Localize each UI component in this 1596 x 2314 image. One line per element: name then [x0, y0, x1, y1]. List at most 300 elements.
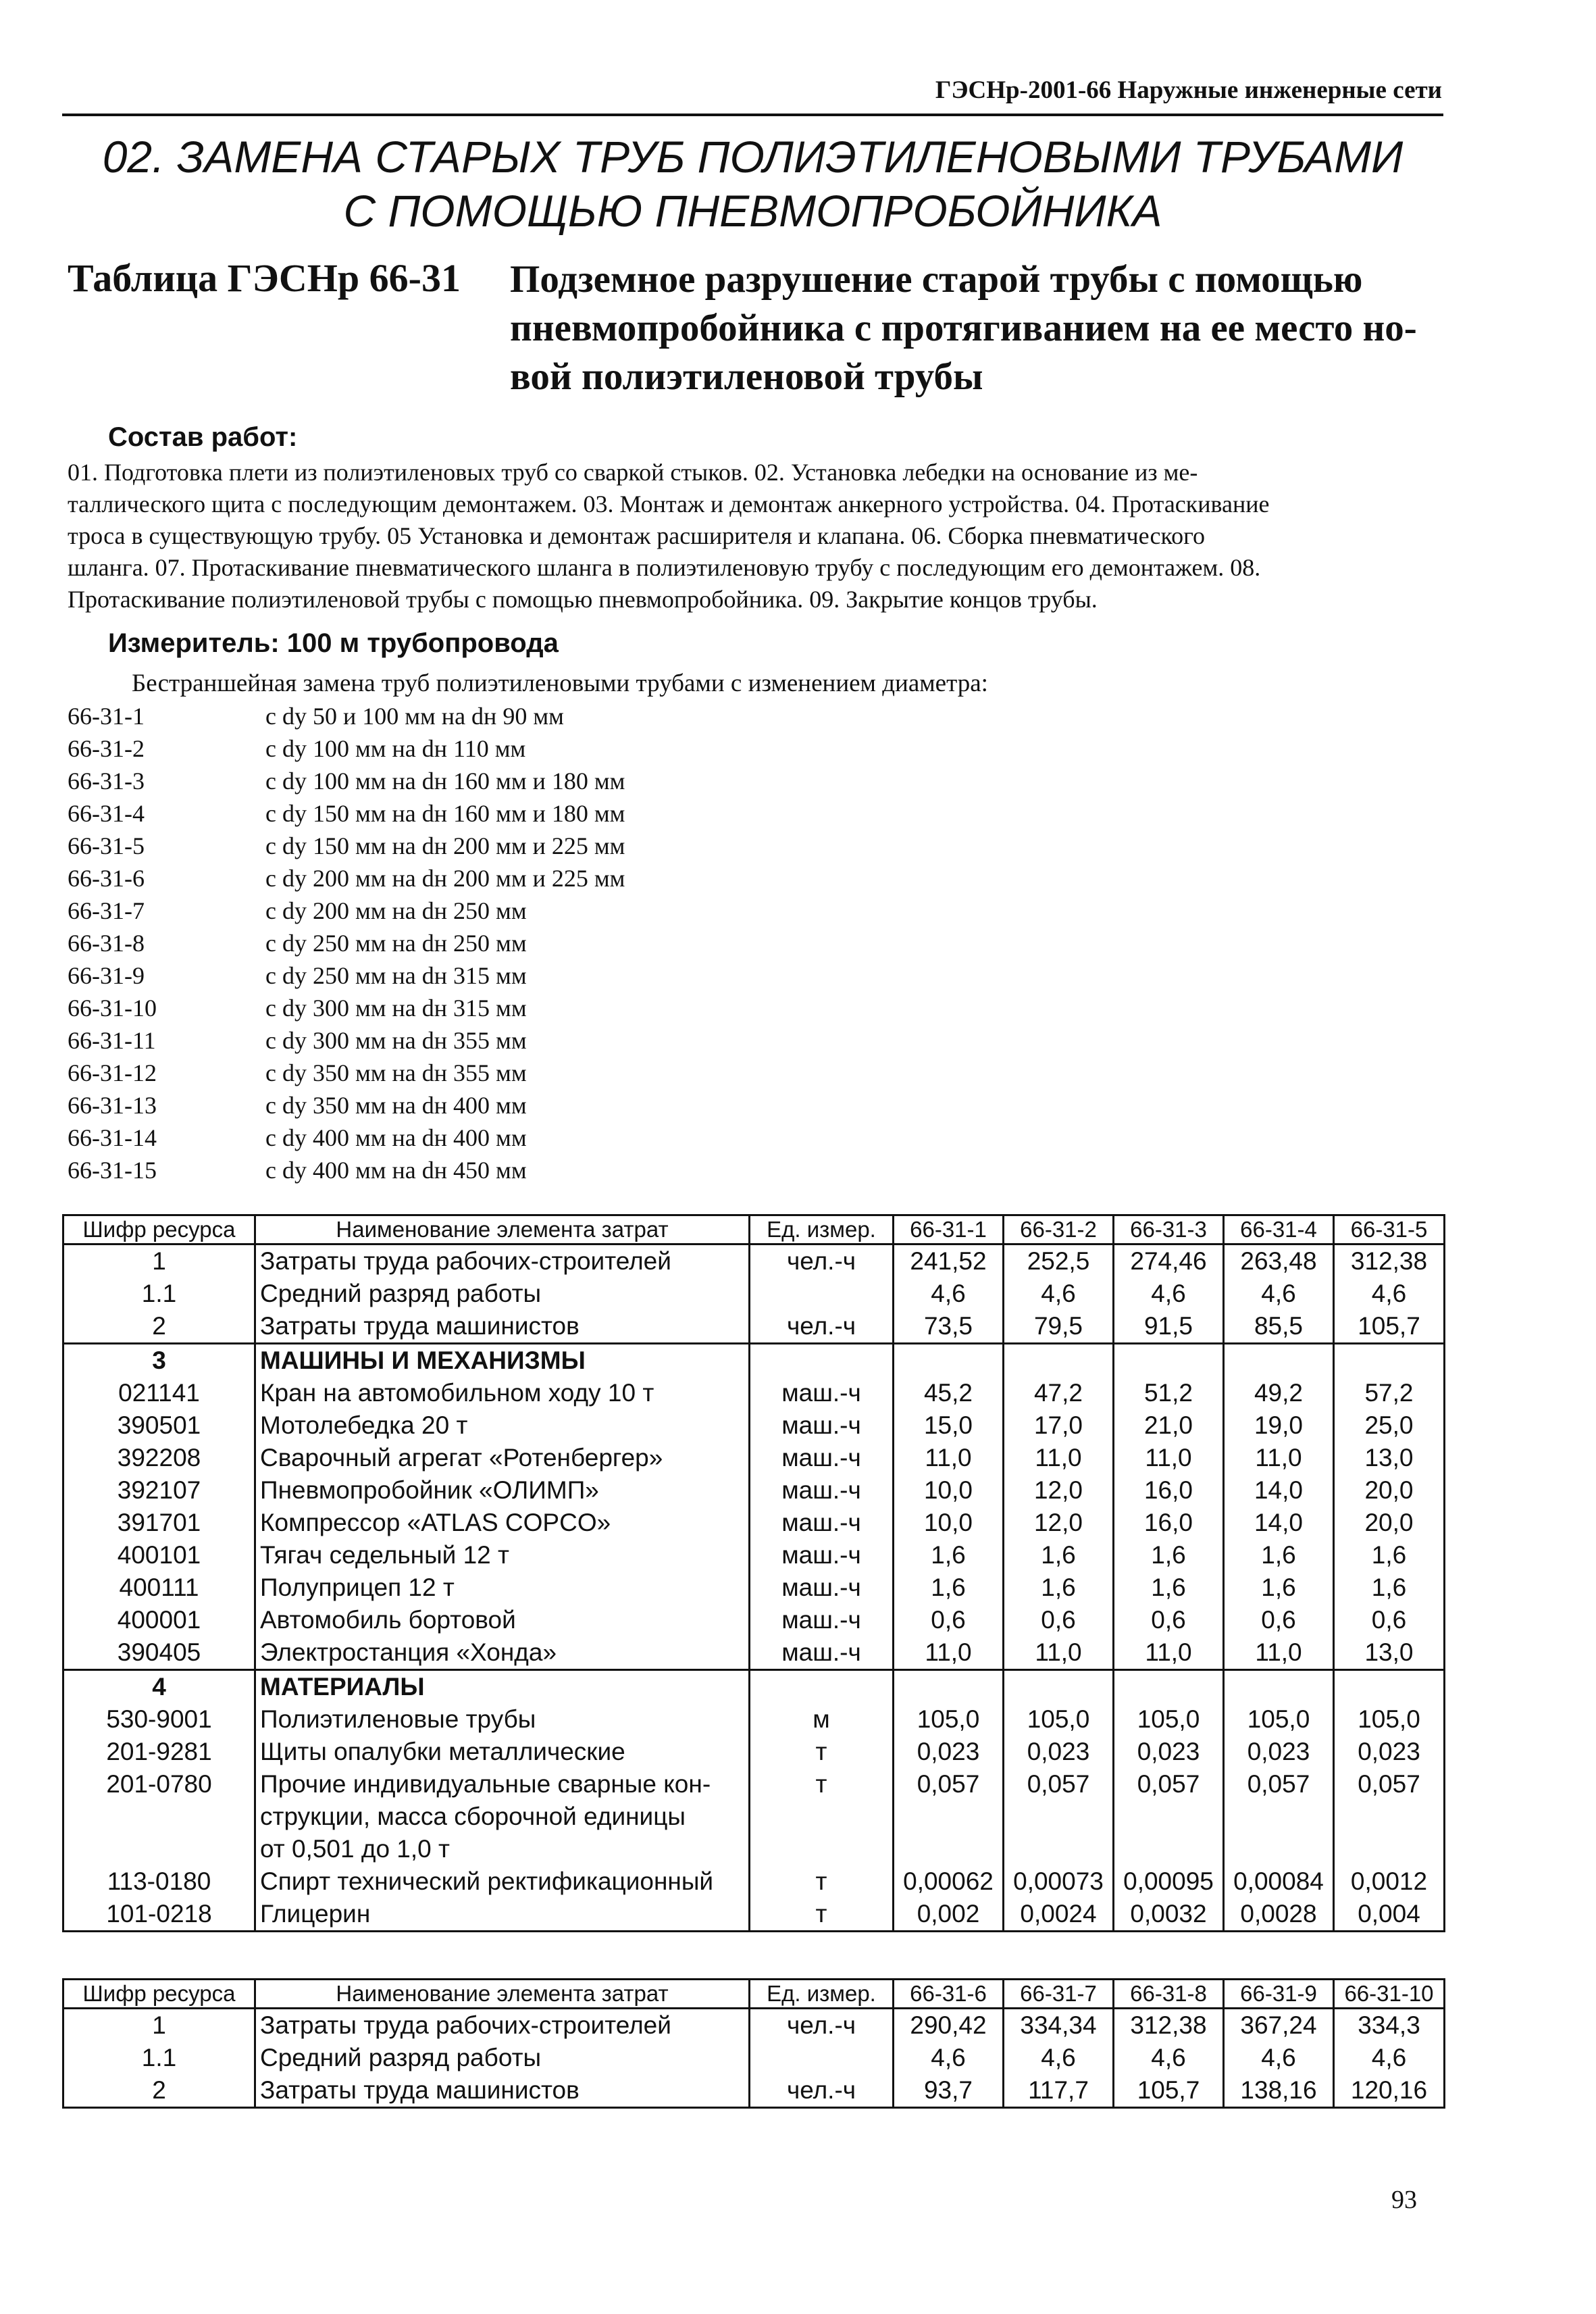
resource-value: 20,0: [1334, 1474, 1445, 1507]
code-list-description: с dy 300 мм на dн 315 мм: [265, 995, 527, 1022]
resource-unit: чел.-ч: [750, 2074, 894, 2108]
resource-value: 11,0: [894, 1636, 1004, 1670]
resource-code: 390405: [63, 1636, 255, 1670]
resource-value: 0,00084: [1224, 1865, 1334, 1898]
section-title-line: 02. ЗАМЕНА СТАРЫХ ТРУБ ПОЛИЭТИЛЕНОВЫМИ ТРУБАМИ: [102, 132, 1404, 182]
resource-unit: маш.-ч: [750, 1409, 894, 1442]
section-title-line: С ПОМОЩЬЮ ПНЕВМОПРОБОЙНИКА: [343, 186, 1162, 236]
table-header-cell: Шифр ресурса: [63, 1980, 255, 2009]
resource-value: 138,16: [1224, 2074, 1334, 2108]
resource-value: 263,48: [1224, 1244, 1334, 1278]
resource-value: 1,6: [1004, 1539, 1114, 1571]
resource-value: 1,6: [1334, 1571, 1445, 1604]
table-header-cell: 66-31-10: [1334, 1980, 1445, 2009]
resource-name: [255, 1278, 750, 1310]
resource-name-line: Компрессор «ATLAS COPCO»: [260, 1509, 611, 1536]
resource-name: [255, 1736, 750, 1768]
resource-value: 0,00073: [1004, 1865, 1114, 1898]
resource-value: 4,6: [894, 2042, 1004, 2074]
code-list-item: [68, 1122, 625, 1154]
code-list-item: [68, 765, 625, 797]
resource-code: 101-0218: [63, 1898, 255, 1932]
works-text: [68, 457, 1442, 615]
resource-name: [255, 1539, 750, 1571]
resource-name-line: Спирт технический ректификационный: [260, 1867, 714, 1895]
resource-value: 252,5: [1004, 1244, 1114, 1278]
table-caption: [510, 255, 1442, 401]
table-section-row: [63, 1344, 1445, 1378]
table-row: [63, 1768, 1445, 1865]
resource-unit: т: [750, 1865, 894, 1898]
resource-code: 400001: [63, 1604, 255, 1636]
works-text-line: Протаскивание полиэтиленовой трубы с помощью пневмопробойника. 09. Закрытие концов трубы.: [68, 586, 1098, 613]
resource-code: 390501: [63, 1409, 255, 1442]
resource-value: 120,16: [1334, 2074, 1445, 2108]
table-row: [63, 1736, 1445, 1768]
table-row: [63, 2009, 1445, 2042]
resource-value: 16,0: [1114, 1474, 1224, 1507]
resource-code: 392208: [63, 1442, 255, 1474]
page-number: 93: [1391, 2186, 1417, 2214]
table-row: [63, 1865, 1445, 1898]
code-list-description: с dy 150 мм на dн 160 мм и 180 мм: [265, 800, 625, 827]
resource-code: 4: [63, 1670, 255, 1704]
resource-value: 21,0: [1114, 1409, 1224, 1442]
resource-value: 0,023: [1224, 1736, 1334, 1768]
resource-value: 79,5: [1004, 1310, 1114, 1344]
resource-value: 11,0: [1224, 1442, 1334, 1474]
resource-name-line: Щиты опалубки металлические: [260, 1738, 625, 1765]
code-list-description: с dy 400 мм на dн 400 мм: [265, 1124, 527, 1151]
code-list-description: с dy 50 и 100 мм на dн 90 мм: [265, 703, 564, 730]
resource-value: [894, 1344, 1004, 1378]
resource-value: 0,0032: [1114, 1898, 1224, 1932]
resource-value: 57,2: [1334, 1377, 1445, 1409]
resource-value: 11,0: [1004, 1636, 1114, 1670]
resource-value: 14,0: [1224, 1474, 1334, 1507]
table-header-cell: 66-31-4: [1224, 1215, 1334, 1244]
code-list-item: [68, 700, 625, 732]
resource-unit: маш.-ч: [750, 1377, 894, 1409]
code-list-code: 66-31-12: [68, 1059, 157, 1086]
resource-value: 4,6: [1114, 1278, 1224, 1310]
resource-unit: [750, 2042, 894, 2074]
table-row: [63, 1474, 1445, 1507]
code-list-code: 66-31-7: [68, 897, 145, 924]
works-text-line: троса в существующую трубу. 05 Установка и демонтаж расширителя и клапана. 06. Сборка пневматического: [68, 522, 1206, 549]
table-row: [63, 1898, 1445, 1932]
resource-value: 12,0: [1004, 1474, 1114, 1507]
resource-value: 11,0: [1114, 1442, 1224, 1474]
resource-unit: т: [750, 1736, 894, 1768]
resource-name-line: Тягач седельный 12 т: [260, 1541, 509, 1569]
section-title: [62, 130, 1443, 238]
resource-value: 0,057: [894, 1768, 1004, 1865]
resource-value: 13,0: [1334, 1442, 1445, 1474]
code-list-description: с dy 150 мм на dн 200 мм и 225 мм: [265, 832, 625, 859]
code-list-item: [68, 1154, 625, 1186]
table-row: [63, 1507, 1445, 1539]
table-label: Таблица ГЭСНр 66-31: [68, 256, 461, 300]
resource-name-line: Затраты труда рабочих-строителей: [260, 2011, 671, 2039]
resource-name: [255, 1310, 750, 1344]
resource-name-line: Электростанция «Хонда»: [260, 1638, 557, 1666]
code-list-description: с dy 100 мм на dн 110 мм: [265, 735, 526, 762]
resource-value: 19,0: [1224, 1409, 1334, 1442]
resource-unit: маш.-ч: [750, 1571, 894, 1604]
resource-code: 1.1: [63, 2042, 255, 2074]
resource-value: 10,0: [894, 1507, 1004, 1539]
resource-value: 11,0: [1004, 1442, 1114, 1474]
resource-value: 105,0: [1004, 1703, 1114, 1736]
resource-value: 11,0: [1114, 1636, 1224, 1670]
works-text-line: таллического щита с последующим демонтажем. 03. Монтаж и демонтаж анкерного устройства. 04. Протаскивание: [68, 491, 1270, 518]
resource-value: [1334, 1344, 1445, 1378]
resource-name-line: Мотолебедка 20 т: [260, 1411, 468, 1439]
resource-name-line: Затраты труда машинистов: [260, 2076, 580, 2104]
resource-unit: т: [750, 1768, 894, 1865]
resource-name-line: струкции, масса сборочной единицы: [260, 1803, 686, 1830]
table-header-cell: Шифр ресурса: [63, 1215, 255, 1244]
resource-value: 11,0: [894, 1442, 1004, 1474]
resource-value: 20,0: [1334, 1507, 1445, 1539]
resource-name-line: Автомобиль бортовой: [260, 1606, 516, 1634]
resource-unit: [750, 1278, 894, 1310]
resource-name: [255, 1768, 750, 1865]
resource-value: 1,6: [1114, 1571, 1224, 1604]
resource-unit: м: [750, 1703, 894, 1736]
resource-value: [1004, 1344, 1114, 1378]
resource-name-line: Затраты труда машинистов: [260, 1312, 580, 1340]
resource-unit: [750, 1344, 894, 1378]
resource-name: [255, 1474, 750, 1507]
table-header-row: [63, 1980, 1445, 2009]
resource-value: 0,0012: [1334, 1865, 1445, 1898]
code-list-description: с dy 350 мм на dн 400 мм: [265, 1092, 527, 1119]
table-row: [63, 1636, 1445, 1670]
header-rule: [62, 114, 1443, 116]
resource-value: 0,057: [1224, 1768, 1334, 1865]
resource-code: 1.1: [63, 1278, 255, 1310]
resource-unit: маш.-ч: [750, 1636, 894, 1670]
resource-value: 1,6: [894, 1571, 1004, 1604]
resource-value: [1114, 1344, 1224, 1378]
resource-value: 0,6: [894, 1604, 1004, 1636]
resource-unit: маш.-ч: [750, 1604, 894, 1636]
resource-value: 4,6: [1004, 1278, 1114, 1310]
resource-value: 105,0: [1334, 1703, 1445, 1736]
resource-name: [255, 1865, 750, 1898]
resource-value: 0,6: [1224, 1604, 1334, 1636]
table-row: [63, 2074, 1445, 2108]
table-section-row: [63, 1670, 1445, 1704]
code-list-description: с dy 200 мм на dн 250 мм: [265, 897, 527, 924]
resource-value: 0,00095: [1114, 1865, 1224, 1898]
resource-name-line: Прочие индивидуальные сварные кон-: [260, 1770, 711, 1798]
code-list-description: с dy 350 мм на dн 355 мм: [265, 1059, 527, 1086]
resource-unit: чел.-ч: [750, 1310, 894, 1344]
resource-unit: маш.-ч: [750, 1442, 894, 1474]
code-list-code: 66-31-9: [68, 962, 145, 989]
table-row: [63, 1539, 1445, 1571]
code-list-code: 66-31-4: [68, 800, 145, 827]
resource-code: 400111: [63, 1571, 255, 1604]
code-list-code: 66-31-14: [68, 1124, 157, 1151]
resource-name-line: Пневмопробойник «ОЛИМП»: [260, 1476, 599, 1504]
resource-value: 105,7: [1334, 1310, 1445, 1344]
resource-name: [255, 1507, 750, 1539]
code-list-description: с dy 200 мм на dн 200 мм и 225 мм: [265, 865, 625, 892]
resource-code: 2: [63, 1310, 255, 1344]
works-text-line: 01. Подготовка плети из полиэтиленовых труб со сваркой стыков. 02. Установка лебедки на основание из ме-: [68, 459, 1198, 486]
resource-value: 1,6: [1224, 1571, 1334, 1604]
resource-name-line: Средний разряд работы: [260, 1280, 542, 1307]
table-header-cell: 66-31-9: [1224, 1980, 1334, 2009]
resource-value: 1,6: [1224, 1539, 1334, 1571]
resource-name-line: МАТЕРИАЛЫ: [260, 1673, 425, 1701]
resource-value: [1004, 1670, 1114, 1704]
resource-value: 274,46: [1114, 1244, 1224, 1278]
resource-value: [1334, 1670, 1445, 1704]
code-list-item: [68, 992, 625, 1024]
resource-table-2: [62, 1978, 1445, 2109]
resource-name: [255, 2042, 750, 2074]
resource-value: 312,38: [1114, 2009, 1224, 2042]
resource-name: [255, 1571, 750, 1604]
resource-unit: чел.-ч: [750, 1244, 894, 1278]
table-header-cell: Наименование элемента затрат: [255, 1215, 750, 1244]
resource-value: 0,6: [1114, 1604, 1224, 1636]
resource-name-line: Кран на автомобильном ходу 10 т: [260, 1379, 654, 1407]
resource-value: 290,42: [894, 2009, 1004, 2042]
resource-value: 0,6: [1334, 1604, 1445, 1636]
resource-value: 1,6: [894, 1539, 1004, 1571]
resource-value: 49,2: [1224, 1377, 1334, 1409]
code-list-item: [68, 1089, 625, 1122]
resource-value: 334,3: [1334, 2009, 1445, 2042]
code-list-code: 66-31-8: [68, 930, 145, 957]
resource-name: [255, 1670, 750, 1704]
code-list-code: 66-31-6: [68, 865, 145, 892]
resource-code: 201-9281: [63, 1736, 255, 1768]
code-list-item: [68, 862, 625, 895]
resource-value: [1224, 1344, 1334, 1378]
resource-value: 4,6: [894, 1278, 1004, 1310]
resource-name-line: от 0,501 до 1,0 т: [260, 1835, 450, 1863]
works-text-line: шланга. 07. Протаскивание пневматического шланга в полиэтиленовую трубу с последующим его демонтажем. 08.: [68, 554, 1261, 581]
resource-value: 85,5: [1224, 1310, 1334, 1344]
meter-heading: Измеритель: 100 м трубопровода: [108, 628, 559, 658]
table-header-cell: 66-31-1: [894, 1215, 1004, 1244]
table-row: [63, 1278, 1445, 1310]
code-list-code: 66-31-5: [68, 832, 145, 859]
resource-name: [255, 1442, 750, 1474]
resource-code: 392107: [63, 1474, 255, 1507]
table-header-cell: 66-31-6: [894, 1980, 1004, 2009]
table-header-row: [63, 1215, 1445, 1244]
resource-value: 0,0024: [1004, 1898, 1114, 1932]
resource-name-line: Полиэтиленовые трубы: [260, 1705, 536, 1733]
resource-name: [255, 1898, 750, 1932]
table-header-cell: 66-31-3: [1114, 1215, 1224, 1244]
code-list-code: 66-31-10: [68, 995, 157, 1022]
resource-code: 391701: [63, 1507, 255, 1539]
resource-code: 1: [63, 2009, 255, 2042]
resource-value: [1224, 1670, 1334, 1704]
code-list-item: [68, 797, 625, 830]
table-header-cell: Ед. измер.: [750, 1980, 894, 2009]
code-list-item: [68, 895, 625, 927]
table-caption-line: Подземное разрушение старой трубы с помощью: [510, 258, 1363, 301]
resource-code: 1: [63, 1244, 255, 1278]
table-header-cell: Наименование элемента затрат: [255, 1980, 750, 2009]
resource-value: 4,6: [1004, 2042, 1114, 2074]
resource-unit: маш.-ч: [750, 1507, 894, 1539]
code-list-code: 66-31-1: [68, 703, 145, 730]
resource-name-line: Полуприцеп 12 т: [260, 1574, 455, 1601]
resource-value: 0,057: [1114, 1768, 1224, 1865]
code-list-code: 66-31-2: [68, 735, 145, 762]
resource-value: 14,0: [1224, 1507, 1334, 1539]
resource-name: [255, 1636, 750, 1670]
table-header-cell: 66-31-7: [1004, 1980, 1114, 2009]
resource-name: [255, 1409, 750, 1442]
resource-name-line: МАШИНЫ И МЕХАНИЗМЫ: [260, 1347, 586, 1374]
resource-value: 12,0: [1004, 1507, 1114, 1539]
resource-value: 17,0: [1004, 1409, 1114, 1442]
resource-value: 0,023: [1334, 1736, 1445, 1768]
code-list-item: [68, 1024, 625, 1057]
table-row: [63, 1409, 1445, 1442]
resource-value: 0,023: [1004, 1736, 1114, 1768]
code-list-code: 66-31-13: [68, 1092, 157, 1119]
code-list-code: 66-31-3: [68, 768, 145, 795]
table-caption-line: пневмопробойника с протягиванием на ее место но-: [510, 307, 1417, 349]
resource-name: [255, 1344, 750, 1378]
resource-value: 105,0: [1114, 1703, 1224, 1736]
code-list-code: 66-31-11: [68, 1027, 156, 1054]
table-header-cell: 66-31-5: [1334, 1215, 1445, 1244]
code-list-item: [68, 830, 625, 862]
resource-value: [894, 1670, 1004, 1704]
resource-value: 91,5: [1114, 1310, 1224, 1344]
table-row: [63, 1377, 1445, 1409]
resource-name: [255, 1377, 750, 1409]
resource-value: 25,0: [1334, 1409, 1445, 1442]
resource-value: 4,6: [1224, 1278, 1334, 1310]
resource-value: 117,7: [1004, 2074, 1114, 2108]
table-row: [63, 1571, 1445, 1604]
resource-unit: чел.-ч: [750, 2009, 894, 2042]
resource-value: 1,6: [1114, 1539, 1224, 1571]
table-header-cell: Ед. измер.: [750, 1215, 894, 1244]
resource-value: 105,0: [1224, 1703, 1334, 1736]
resource-name: [255, 1703, 750, 1736]
resource-value: 47,2: [1004, 1377, 1114, 1409]
resource-value: 105,0: [894, 1703, 1004, 1736]
resource-unit: [750, 1670, 894, 1704]
resource-value: 0,6: [1004, 1604, 1114, 1636]
code-list-item: [68, 927, 625, 959]
resource-value: 4,6: [1114, 2042, 1224, 2074]
resource-value: 0,002: [894, 1898, 1004, 1932]
resource-code: 530-9001: [63, 1703, 255, 1736]
resource-name-line: Затраты труда рабочих-строителей: [260, 1247, 671, 1275]
resource-value: 0,00062: [894, 1865, 1004, 1898]
code-list-description: с dy 400 мм на dн 450 мм: [265, 1157, 527, 1184]
resource-value: 1,6: [1334, 1539, 1445, 1571]
resource-value: 0,023: [894, 1736, 1004, 1768]
codes-list: [68, 700, 625, 1186]
works-heading: Состав работ:: [108, 422, 298, 452]
resource-name-line: Сварочный агрегат «Ротенбергер»: [260, 1444, 663, 1472]
resource-value: 11,0: [1224, 1636, 1334, 1670]
code-list-description: с dy 250 мм на dн 315 мм: [265, 962, 527, 989]
resource-unit: маш.-ч: [750, 1474, 894, 1507]
resource-value: 334,34: [1004, 2009, 1114, 2042]
resource-name: [255, 2074, 750, 2108]
table-header-cell: 66-31-8: [1114, 1980, 1224, 2009]
table-row: [63, 2042, 1445, 2074]
code-list-code: 66-31-15: [68, 1157, 157, 1184]
resource-unit: т: [750, 1898, 894, 1932]
code-list-item: [68, 959, 625, 992]
resource-value: 45,2: [894, 1377, 1004, 1409]
resource-name: [255, 1244, 750, 1278]
table-row: [63, 1244, 1445, 1278]
resource-value: 367,24: [1224, 2009, 1334, 2042]
resource-value: 16,0: [1114, 1507, 1224, 1539]
resource-value: 0,023: [1114, 1736, 1224, 1768]
resource-value: 105,7: [1114, 2074, 1224, 2108]
table-row: [63, 1703, 1445, 1736]
resource-code: 2: [63, 2074, 255, 2108]
resource-name: [255, 1604, 750, 1636]
resource-value: 13,0: [1334, 1636, 1445, 1670]
resource-value: 0,004: [1334, 1898, 1445, 1932]
resource-value: 73,5: [894, 1310, 1004, 1344]
resource-value: 312,38: [1334, 1244, 1445, 1278]
codes-intro: Бестраншейная замена труб полиэтиленовыми трубами с изменением диаметра:: [132, 670, 988, 697]
resource-value: 10,0: [894, 1474, 1004, 1507]
table-row: [63, 1442, 1445, 1474]
code-list-description: с dy 250 мм на dн 250 мм: [265, 930, 527, 957]
resource-value: 4,6: [1334, 2042, 1445, 2074]
resource-code: 021141: [63, 1377, 255, 1409]
code-list-description: с dy 300 мм на dн 355 мм: [265, 1027, 527, 1054]
resource-value: 0,057: [1004, 1768, 1114, 1865]
table-row: [63, 1310, 1445, 1344]
resource-code: 113-0180: [63, 1865, 255, 1898]
table-header-cell: 66-31-2: [1004, 1215, 1114, 1244]
resource-name-line: Глицерин: [260, 1900, 371, 1928]
resource-value: 93,7: [894, 2074, 1004, 2108]
resource-value: 241,52: [894, 1244, 1004, 1278]
resource-value: 0,057: [1334, 1768, 1445, 1865]
table-caption-line: вой полиэтиленовой трубы: [510, 355, 983, 398]
resource-unit: маш.-ч: [750, 1539, 894, 1571]
resource-code: 3: [63, 1344, 255, 1378]
code-list-description: с dy 100 мм на dн 160 мм и 180 мм: [265, 768, 625, 795]
resource-code: 400101: [63, 1539, 255, 1571]
code-list-item: [68, 1057, 625, 1089]
resource-value: 51,2: [1114, 1377, 1224, 1409]
resource-name-line: Средний разряд работы: [260, 2044, 542, 2071]
resource-table-1: [62, 1214, 1445, 1932]
table-row: [63, 1604, 1445, 1636]
running-header: ГЭСНр-2001-66 Наружные инженерные сети: [935, 76, 1442, 104]
resource-value: 15,0: [894, 1409, 1004, 1442]
